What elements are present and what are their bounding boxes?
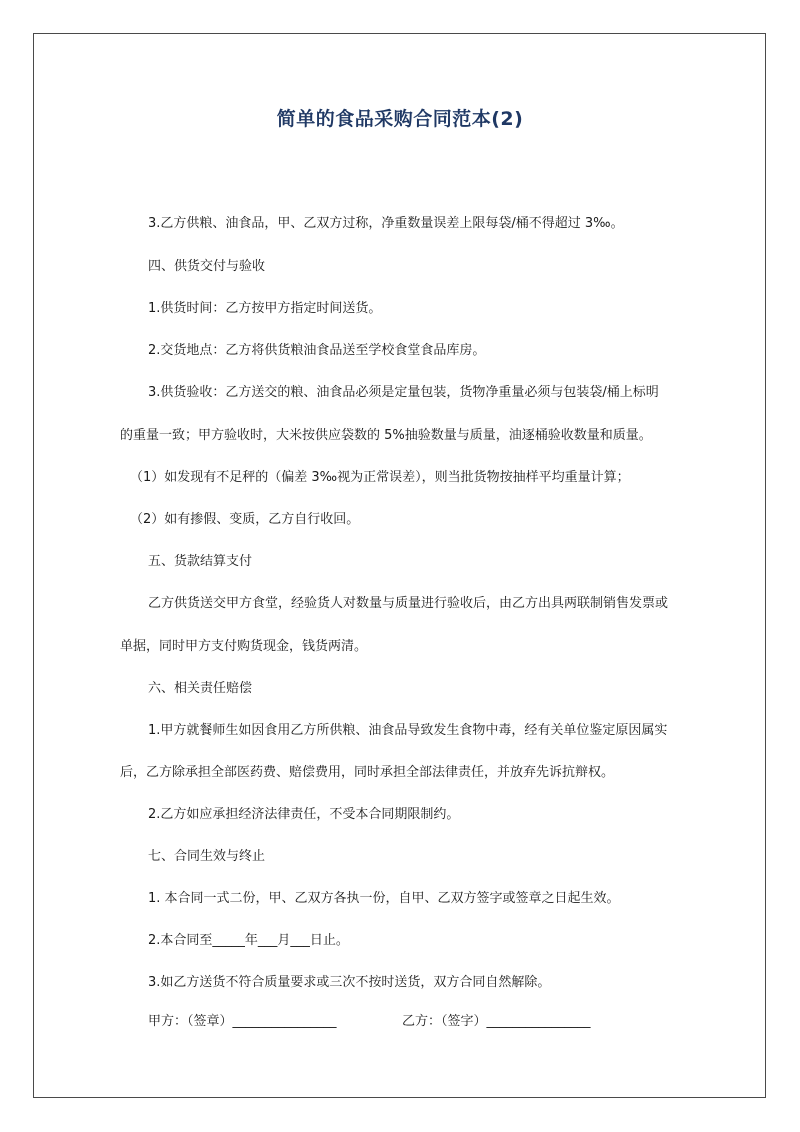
section-heading-liability: 六、相关责任赔偿 <box>148 681 253 696</box>
section-heading-payment: 五、货款结算支付 <box>148 554 253 569</box>
clause-adulteration: （2）如有掺假、变质，乙方自行收回。 <box>130 512 360 527</box>
document-title: 简单的食品采购合同范本(2) <box>276 108 524 130</box>
clause-delivery-time: 1.供货时间：乙方按甲方指定时间送货。 <box>148 301 382 316</box>
party-a-signature: 甲方：（签章）________________ <box>148 1014 337 1029</box>
clause-payment-line2: 单据，同时甲方支付购货现金，钱货两清。 <box>120 639 368 654</box>
clause-economic-liability: 2.乙方如应承担经济法律责任，不受本合同期限制约。 <box>148 807 460 822</box>
clause-3-weight-tolerance: 3.乙方供粮、油食品，甲、乙双方过称，净重数量误差上限每袋/桶不得超过 3‰。 <box>148 216 624 231</box>
party-b-signature: 乙方：（签字）________________ <box>402 1014 591 1029</box>
clause-delivery-location: 2.交货地点：乙方将供货粮油食品送至学校食堂食品库房。 <box>148 343 486 358</box>
clause-term: 2.本合同至_____年___月___日止。 <box>148 933 349 948</box>
clause-poisoning-line2: 后，乙方除承担全部医药费、赔偿费用，同时承担全部法律责任，并放弃先诉抗辩权。 <box>120 765 615 780</box>
clause-underweight: （1）如发现有不足秤的（偏差 3‰视为正常误差），则当批货物按抽样平均重量计算； <box>130 470 630 485</box>
section-heading-validity: 七、合同生效与终止 <box>148 849 266 864</box>
clause-termination: 3.如乙方送货不符合质量要求或三次不按时送货，双方合同自然解除。 <box>148 975 551 990</box>
clause-acceptance-line1: 3.供货验收：乙方送交的粮、油食品必须是定量包装，货物净重量必须与包装袋/桶上标明 <box>148 385 659 400</box>
clause-payment-line1: 乙方供货送交甲方食堂，经验货人对数量与质量进行验收后，由乙方出具两联制销售发票或 <box>148 596 669 611</box>
clause-poisoning-line1: 1.甲方就餐师生如因食用乙方所供粮、油食品导致发生食物中毒，经有关单位鉴定原因属实 <box>148 723 668 738</box>
section-heading-delivery: 四、供货交付与验收 <box>148 259 266 274</box>
clause-acceptance-line2: 的重量一致；甲方验收时，大米按供应袋数的 5%抽验数量与质量，油逐桶验收数量和质量。 <box>120 428 652 443</box>
clause-copies: 1. 本合同一式二份，甲、乙双方各执一份，自甲、乙双方签字或签章之日起生效。 <box>148 891 620 906</box>
